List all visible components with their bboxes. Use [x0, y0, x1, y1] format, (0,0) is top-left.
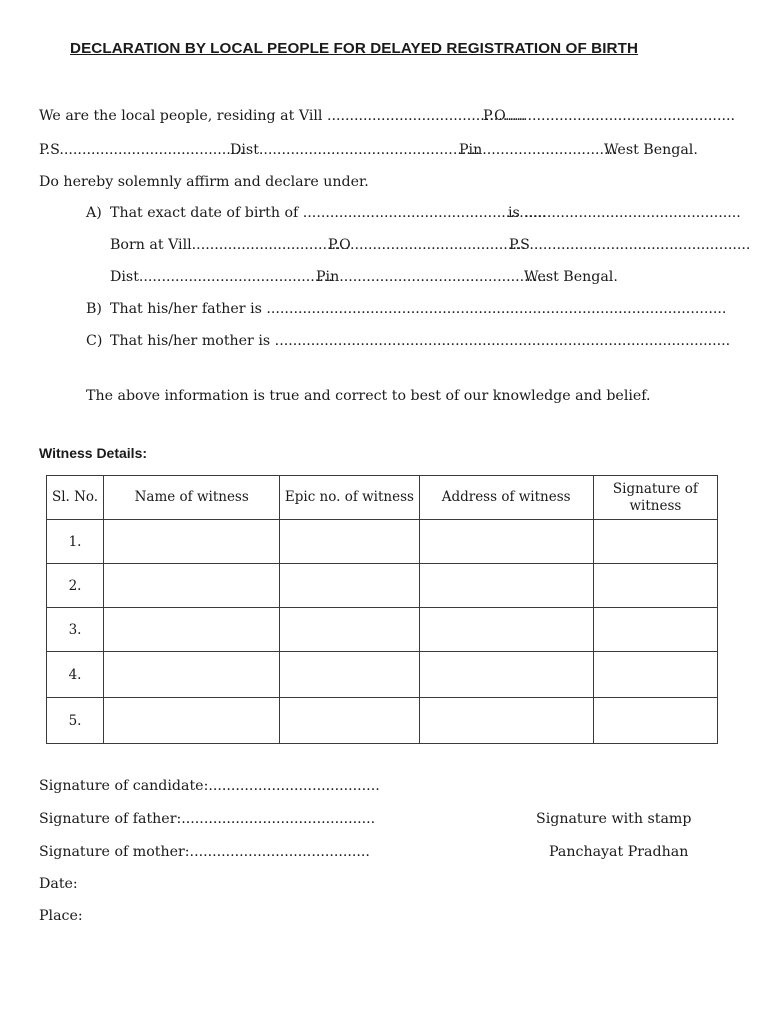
mother-signature-field: Signature of mother:........................................	[39, 844, 370, 860]
witness-heading: Witness Details:	[39, 445, 148, 461]
born-vill-field: Born at Vill...................................	[110, 237, 350, 253]
stamp-signature-label: Signature with stamp	[536, 811, 692, 827]
pradhan-label: Panchayat Pradhan	[549, 844, 689, 860]
witness-signature-cell	[593, 520, 717, 564]
item-b-father-field: That his/her father is ......................................................................................................	[110, 301, 727, 317]
witness-epic-cell	[280, 564, 419, 608]
witness-name-cell	[104, 698, 280, 744]
row-serial: 5.	[47, 698, 104, 744]
witness-name-cell	[104, 608, 280, 652]
witness-signature-cell	[593, 652, 717, 698]
date-label: Date:	[39, 876, 78, 892]
state-text: West Bengal.	[604, 142, 698, 158]
table-row	[47, 652, 718, 698]
column-header-signature: Signature of witness	[593, 476, 717, 520]
item-b-label: B)	[86, 301, 102, 317]
born-ps-field: P.S.................................................	[509, 237, 751, 253]
item-a-dob-text: That exact date of birth of ......................................................	[110, 205, 547, 221]
table-row	[47, 564, 718, 608]
witness-table	[46, 475, 718, 744]
ps-field: P.S.........................................	[39, 142, 245, 158]
born-state-text: West Bengal.	[524, 269, 618, 285]
witness-header-row	[47, 476, 718, 520]
item-c-label: C)	[86, 333, 103, 349]
father-signature-field: Signature of father:...........................................	[39, 811, 376, 827]
born-po-field: P.O.......................................	[328, 237, 526, 253]
witness-signature-cell	[593, 564, 717, 608]
pin-field: Pin..............................	[459, 142, 618, 158]
item-a-is-field: is ................................................	[508, 205, 741, 221]
table-row	[47, 520, 718, 564]
born-pin-field: Pin..............................................	[316, 269, 547, 285]
residing-village-line: We are the local people, residing at Vill ............................................	[39, 108, 526, 124]
page-title: DECLARATION BY LOCAL PEOPLE FOR DELAYED REGISTRATION OF BIRTH	[70, 40, 639, 57]
table-row	[47, 608, 718, 652]
column-header-address: Address of witness	[419, 476, 593, 520]
witness-epic-cell	[280, 520, 419, 564]
witness-address-cell	[419, 698, 593, 744]
witness-epic-cell	[280, 608, 419, 652]
row-serial: 3.	[47, 608, 104, 652]
column-header-name: Name of witness	[104, 476, 280, 520]
row-serial: 4.	[47, 652, 104, 698]
column-header-epic: Epic no. of witness	[280, 476, 419, 520]
declaration-statement: The above information is true and correct to best of our knowledge and belief.	[86, 388, 651, 404]
item-a-label: A)	[86, 205, 102, 221]
dist-field: Dist.................................................	[230, 142, 480, 158]
born-dist-field: Dist...........................................	[110, 269, 333, 285]
witness-name-cell	[104, 564, 280, 608]
affirm-text: Do hereby solemnly affirm and declare under.	[39, 174, 369, 190]
residing-po-field: P.O...................................................	[483, 108, 735, 124]
table-row	[47, 698, 718, 744]
place-label: Place:	[39, 908, 83, 924]
witness-signature-cell	[593, 698, 717, 744]
row-serial: 2.	[47, 564, 104, 608]
witness-signature-cell	[593, 608, 717, 652]
row-serial: 1.	[47, 520, 104, 564]
witness-address-cell	[419, 608, 593, 652]
witness-name-cell	[104, 520, 280, 564]
witness-address-cell	[419, 520, 593, 564]
column-header-sl-no: Sl. No.	[47, 476, 104, 520]
item-c-mother-field: That his/her mother is .....................................................................................................	[110, 333, 731, 349]
candidate-signature-field: Signature of candidate:......................................	[39, 778, 380, 794]
witness-address-cell	[419, 652, 593, 698]
witness-address-cell	[419, 564, 593, 608]
witness-epic-cell	[280, 652, 419, 698]
witness-name-cell	[104, 652, 280, 698]
witness-epic-cell	[280, 698, 419, 744]
